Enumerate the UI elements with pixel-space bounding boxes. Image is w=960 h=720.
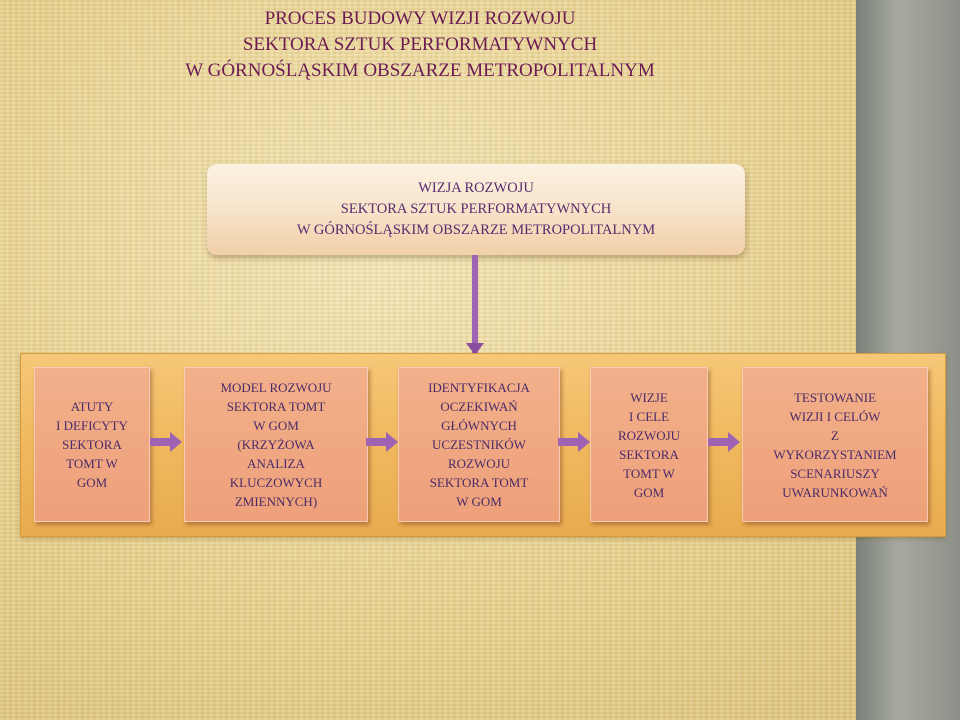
step-2-line: W GOM [253,418,299,433]
step-3-line: ROZWOJU [447,456,511,471]
step-3-line: W GOM [456,494,502,509]
vision-line-2: SEKTORA SZTUK PERFORMATYWNYCH [340,201,612,217]
step-4-line: GOM [633,484,665,500]
page-title [120,6,720,84]
step-2-line: SEKTORA TOMT [226,399,326,414]
step-1-line: GOM [76,475,108,490]
step-2-line: ANALIZA [247,456,305,471]
title-line-3: W GÓRNOŚLĄSKIM OBSZARZE METROPOLITALNYM [185,60,655,81]
step-1-line: I DEFICYTY [56,418,128,433]
title-line-2: SEKTORA SZTUK PERFORMATYWNYCH [242,34,598,55]
vision-line-3: W GÓRNOŚLĄSKIM OBSZARZE METROPOLITALNYM [296,222,656,238]
step-5-line: UWARUNKOWAŃ [782,484,888,500]
step-5-line: SCENARIUSZY [790,465,880,481]
step-1-line: TOMT W [66,456,118,471]
step-2-line: KLUCZOWYCH [229,475,323,490]
step-4-line: TOMT W [623,465,675,481]
vision-line-1: WIZJA ROZWOJU [418,180,534,196]
step-3-line: GŁÓWNYCH [441,418,517,433]
step-2-line: MODEL ROZWOJU [220,380,332,395]
step-2-line: (KRZYŻOWA [237,437,315,452]
vertical-connector-arrow [472,255,478,355]
right-arrow-icon [150,432,182,452]
process-step-4 [590,367,708,522]
step-3-line: UCZESTNIKÓW [432,437,526,452]
vision-box [207,164,745,255]
process-step-2 [184,367,368,522]
step-4-line: SEKTORA [619,446,679,462]
right-arrow-icon [558,432,590,452]
step-3-line: OCZEKIWAŃ [440,399,518,414]
process-step-1 [34,367,150,522]
step-4-line: ROZWOJU [617,427,681,443]
step-5-line: TESTOWANIE [793,389,877,405]
step-3-line: IDENTYFIKACJA [428,380,530,395]
step-1-line: ATUTY [70,399,114,414]
right-arrow-icon [366,432,398,452]
process-step-5 [742,367,928,522]
step-4-line: WIZJE [630,389,668,405]
step-5-line: WYKORZYSTANIEM [773,446,897,462]
step-5-line: Z [831,427,839,443]
right-arrow-icon [708,432,740,452]
step-3-line: SEKTORA TOMT [429,475,529,490]
step-1-line: SEKTORA [62,437,122,452]
step-4-line: I CELE [628,408,670,424]
process-step-3 [398,367,560,522]
title-line-1: PROCES BUDOWY WIZJI ROZWOJU [264,8,576,29]
step-2-line: ZMIENNYCH) [234,494,318,509]
step-5-line: WIZJI I CELÓW [789,408,881,424]
